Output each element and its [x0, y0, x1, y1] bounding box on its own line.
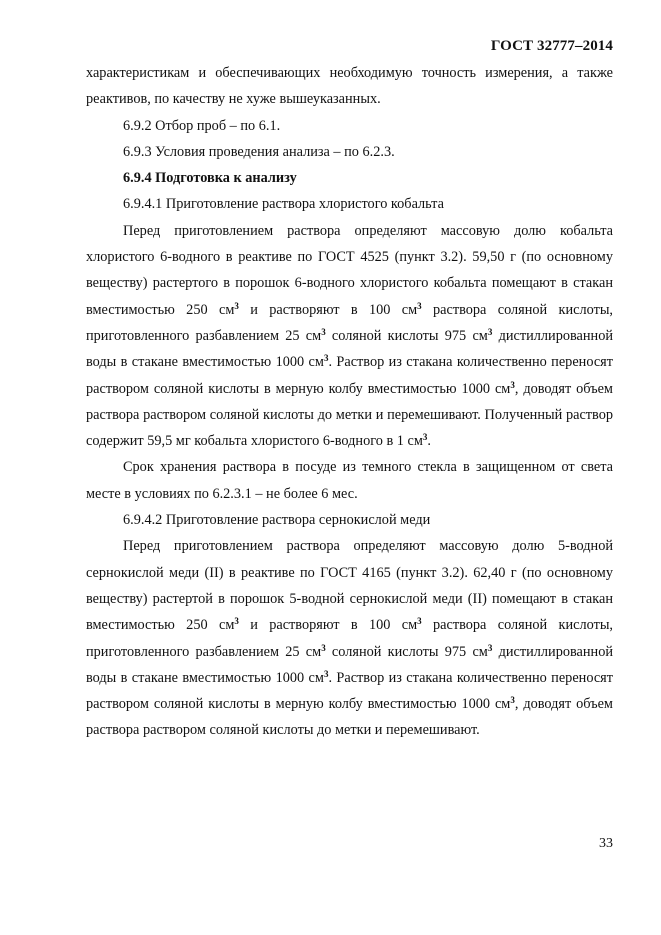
text-run: и растворяют в 100 см	[238, 301, 418, 318]
superscript: 3	[422, 432, 428, 443]
text-run: , доводят объем раствора раствором соляной кислоты до метки и перемешивают.	[86, 696, 613, 739]
section-heading-6-9-4: 6.9.4 Подготовка к анализу	[123, 170, 297, 187]
text-run: соляной кислоты 975 см	[325, 327, 488, 344]
superscript: 3	[510, 379, 515, 390]
text-run: , доводят объем раствора раствором соляной кислоты до метки и перемешивают. Полученный раствор содержит 59,5 мг кобальта хлористого 6-водного в 1 см	[86, 380, 613, 450]
text-run: и растворяют в 100 см	[238, 617, 418, 634]
clause-6-9-3: 6.9.3 Условия проведения анализа – по 6.2.3.	[123, 143, 395, 160]
paragraph-cobalt-preparation	[86, 218, 613, 455]
standard-header: ГОСТ 32777–2014	[490, 38, 613, 54]
superscript: 3	[487, 642, 493, 653]
superscript: 3	[234, 300, 239, 311]
paragraph-copper-preparation	[86, 533, 613, 743]
superscript: 3	[510, 695, 515, 706]
clause-6-9-2: 6.9.2 Отбор проб – по 6.1.	[123, 117, 281, 134]
superscript: 3	[417, 300, 422, 311]
text-run: соляной кислоты 975 см	[325, 643, 488, 660]
text-run: раствора соляной кислоты, приготовленного разбавлением 25 см	[86, 617, 614, 660]
superscript: 3	[234, 616, 239, 627]
page-number: 33	[599, 836, 613, 851]
text-run: раствора соляной кислоты, приготовленного разбавлением 25 см	[86, 301, 614, 344]
paragraph-continuation: характеристикам и обеспечивающих необходимую точность измерения, а также реактивов, по качеству не хуже вышеуказанных.	[86, 65, 613, 108]
superscript: 3	[321, 326, 326, 337]
text-run: . Раствор из стакана количественно переносят раствором соляной кислоты в мерную колбу вместимостью 1000 см	[86, 669, 613, 713]
superscript: 3	[487, 326, 493, 337]
text-run: . Раствор из стакана количественно переносят раствором соляной кислоты в мерную колбу вместимостью 1000 см	[86, 354, 613, 397]
text-run: дистиллированной воды в стакане вместимостью 1000 см	[86, 643, 613, 686]
text-run: Перед приготовлением раствора определяют массовую долю 5-водной сернокислой меди (II) в реактиве по ГОСТ 4165 (пункт 3.2). 62,40 г (по основному веществу) растертой в порошок 5-водной сернокислой меди (II) помещают в стакан вместимостью 250 см	[86, 538, 613, 634]
text-run: Перед приготовлением раствора определяют массовую долю кобальта хлористого 6-водного в реактиве по ГОСТ 4525 (пункт 3.2). 59,50 г (по основному веществу) растертого в порошок 6-водного хлористого кобальта помещают в стакан вместимостью 250 см	[86, 222, 613, 318]
document-body	[86, 60, 613, 744]
clause-6-9-4-1: 6.9.4.1 Приготовление раствора хлористого кобальта	[123, 196, 444, 213]
clause-6-9-4-2: 6.9.4.2 Приготовление раствора сернокислой меди	[123, 512, 431, 529]
paragraph-storage-term: Срок хранения раствора в посуде из темного стекла в защищенном от света месте в условиях по 6.2.3.1 – не более 6 мес.	[86, 459, 613, 502]
superscript: 3	[321, 642, 326, 653]
superscript: 3	[417, 616, 422, 627]
text-run: дистиллированной воды в стакане вместимостью 1000 см	[86, 327, 613, 371]
superscript: 3	[323, 668, 329, 679]
superscript: 3	[323, 353, 329, 364]
text-run: .	[427, 433, 431, 450]
